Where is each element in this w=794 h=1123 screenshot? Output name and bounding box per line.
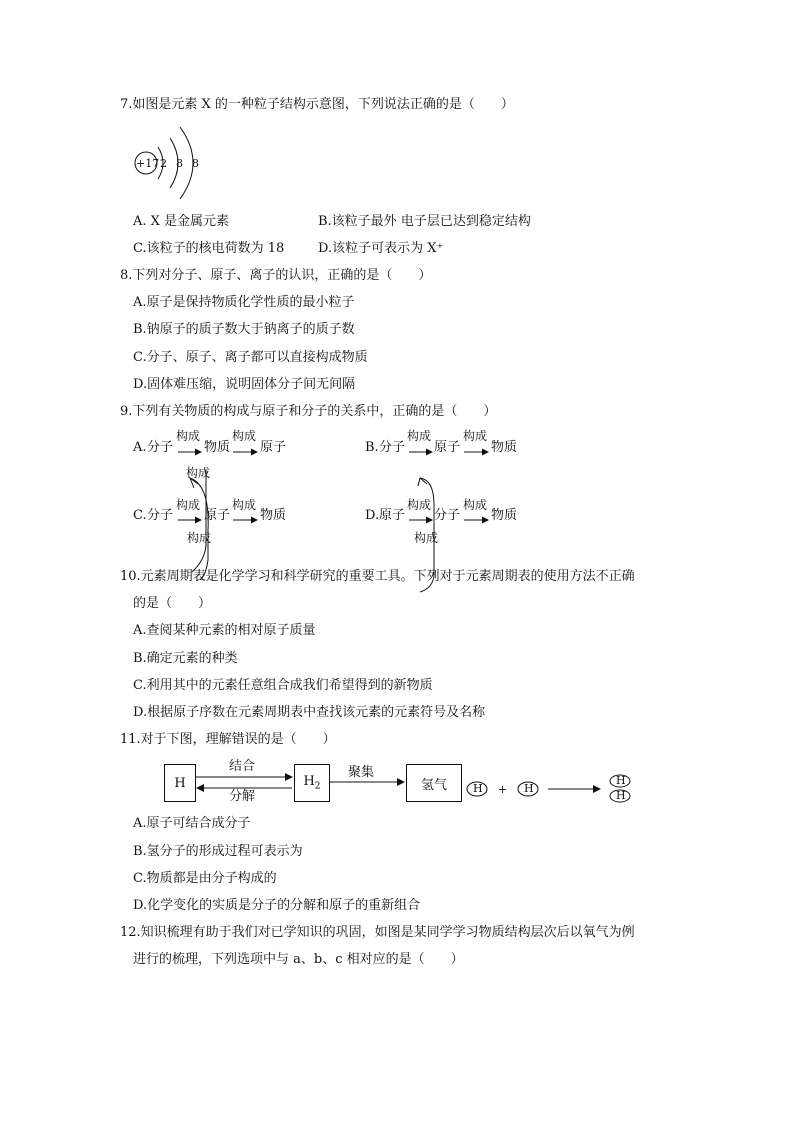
- q9-option-c-label3: 构成: [187, 531, 212, 545]
- q11-label-gather: 聚集: [348, 765, 375, 780]
- q11-molecule-bottom-label: H: [616, 789, 626, 802]
- q7-nucleus-charge: +17: [136, 157, 160, 170]
- q8-stem: 8.下列对分子、原子、离子的认识，正确的是（ ）: [120, 268, 432, 283]
- q9-option-a-label1: 构成: [176, 429, 201, 443]
- q11-molecule-top-label: H: [616, 774, 626, 787]
- q9-option-d-letter: D.: [365, 508, 380, 523]
- q8-option-a: A.原子是保持物质化学性质的最小粒子: [133, 295, 355, 310]
- q9-stem: 9.下列有关物质的构成与原子和分子的关系中，正确的是（ ）: [120, 404, 497, 419]
- q8-option-d: D.固体难压缩，说明固体分子间无间隔: [133, 377, 356, 392]
- q9-option-c-term1: 分子: [147, 508, 174, 523]
- q9-option-d-label3: 构成: [414, 531, 439, 545]
- q9-option-b-letter: B.: [365, 440, 379, 455]
- q9-option-b-term1: 分子: [379, 440, 406, 455]
- q9-option-a-term3: 原子: [260, 440, 287, 455]
- q9-option-b-term2: 原子: [434, 440, 461, 455]
- q11-box1-label: H: [174, 775, 186, 791]
- q11-label-split: 分解: [229, 789, 256, 804]
- q9-option-a-term2: 物质: [204, 440, 231, 455]
- q9-option-c-label1: 构成: [176, 498, 201, 512]
- q7-shell2-count: 8: [176, 157, 183, 170]
- q11-stem: 11.对于下图，理解错误的是（ ）: [120, 732, 336, 747]
- q10-option-c: C.利用其中的元素任意组合成我们希望得到的新物质: [133, 678, 433, 693]
- q9-option-a-term1: 分子: [147, 440, 174, 455]
- q9-option-d-term2: 分子: [434, 508, 461, 523]
- q9-option-d-term1: 原子: [379, 508, 406, 523]
- q9-option-b-label2: 构成: [463, 429, 488, 443]
- q9-option-c-label2: 构成: [232, 498, 257, 512]
- q11-box-hydrogen-atom: [164, 764, 196, 802]
- q7-option-c: C.该粒子的核电荷数为 18: [133, 241, 285, 256]
- q11-box-hydrogen-gas: [406, 764, 462, 802]
- q12-stem-line1: 12.知识梳理有助于我们对已学知识的巩固，如图是某同学学习物质结构层次后以氧气为例: [120, 925, 635, 940]
- q9-option-c-letter: C.: [133, 508, 147, 523]
- q9-option-a-label2: 构成: [232, 429, 257, 443]
- q9-option-a-letter: A.: [133, 440, 147, 455]
- q11-atom-right-label: H: [524, 782, 534, 795]
- q7-shell3-count: 8: [192, 157, 199, 170]
- q11-option-b: B.氢分子的形成过程可表示为: [133, 844, 303, 859]
- q9-option-c-term3: 物质: [260, 508, 287, 523]
- q7-stem: 7.如图是元素 X 的一种粒子结构示意图，下列说法正确的是（ ）: [120, 97, 514, 112]
- q10-option-d: D.根据原子序数在元素周期表中查找该元素的元素符号及名称: [133, 705, 486, 720]
- q9-option-b-label1: 构成: [407, 429, 432, 443]
- q11-atom-left-label: H: [473, 782, 483, 795]
- q11-box3-label: 氢气: [420, 777, 447, 793]
- q10-stem-line1: 10.元素周期表是化学学习和科学研究的重要工具。下列对于元素周期表的使用方法不正确: [120, 569, 635, 584]
- q11-box2-label: $H_2$: [303, 774, 321, 792]
- q9-option-d-label1: 构成: [407, 498, 432, 512]
- q9-option-d-term3: 物质: [491, 508, 518, 523]
- q10-option-a: A.查阅某种元素的相对原子质量: [133, 623, 316, 638]
- q10-option-b: B.确定元素的种类: [133, 651, 238, 666]
- q11-plus: +: [498, 783, 508, 796]
- q12-stem-line2: 进行的梳理，下列选项中与 a、b、c 相对应的是（ ）: [133, 952, 464, 967]
- q7-shell1-count: 2: [160, 157, 167, 170]
- q9-option-b-term3: 物质: [491, 440, 518, 455]
- q10-stem-line2: 的是（ ）: [133, 596, 212, 611]
- q11-label-combine: 结合: [229, 759, 256, 774]
- q9-option-a-label3: 构成: [186, 466, 211, 480]
- q9-option-c-term2: 原子: [204, 508, 231, 523]
- q8-option-c: C.分子、原子、离子都可以直接构成物质: [133, 350, 368, 365]
- q7-option-d: D.该粒子可表示为 X⁺: [318, 241, 444, 256]
- q7-option-b: B.该粒子最外 电子层已达到稳定结构: [318, 214, 531, 229]
- q11-option-c: C.物质都是由分子构成的: [133, 871, 277, 886]
- q11-option-a: A.原子可结合成分子: [133, 816, 251, 831]
- q11-option-d: D.化学变化的实质是分子的分解和原子的重新组合: [133, 898, 421, 913]
- q8-option-b: B.钠原子的质子数大于钠离子的质子数: [133, 322, 355, 337]
- q7-option-a: A. X 是金属元素: [133, 214, 230, 229]
- q11-box-hydrogen-molecule: [294, 764, 330, 802]
- q9-option-d-label2: 构成: [463, 498, 488, 512]
